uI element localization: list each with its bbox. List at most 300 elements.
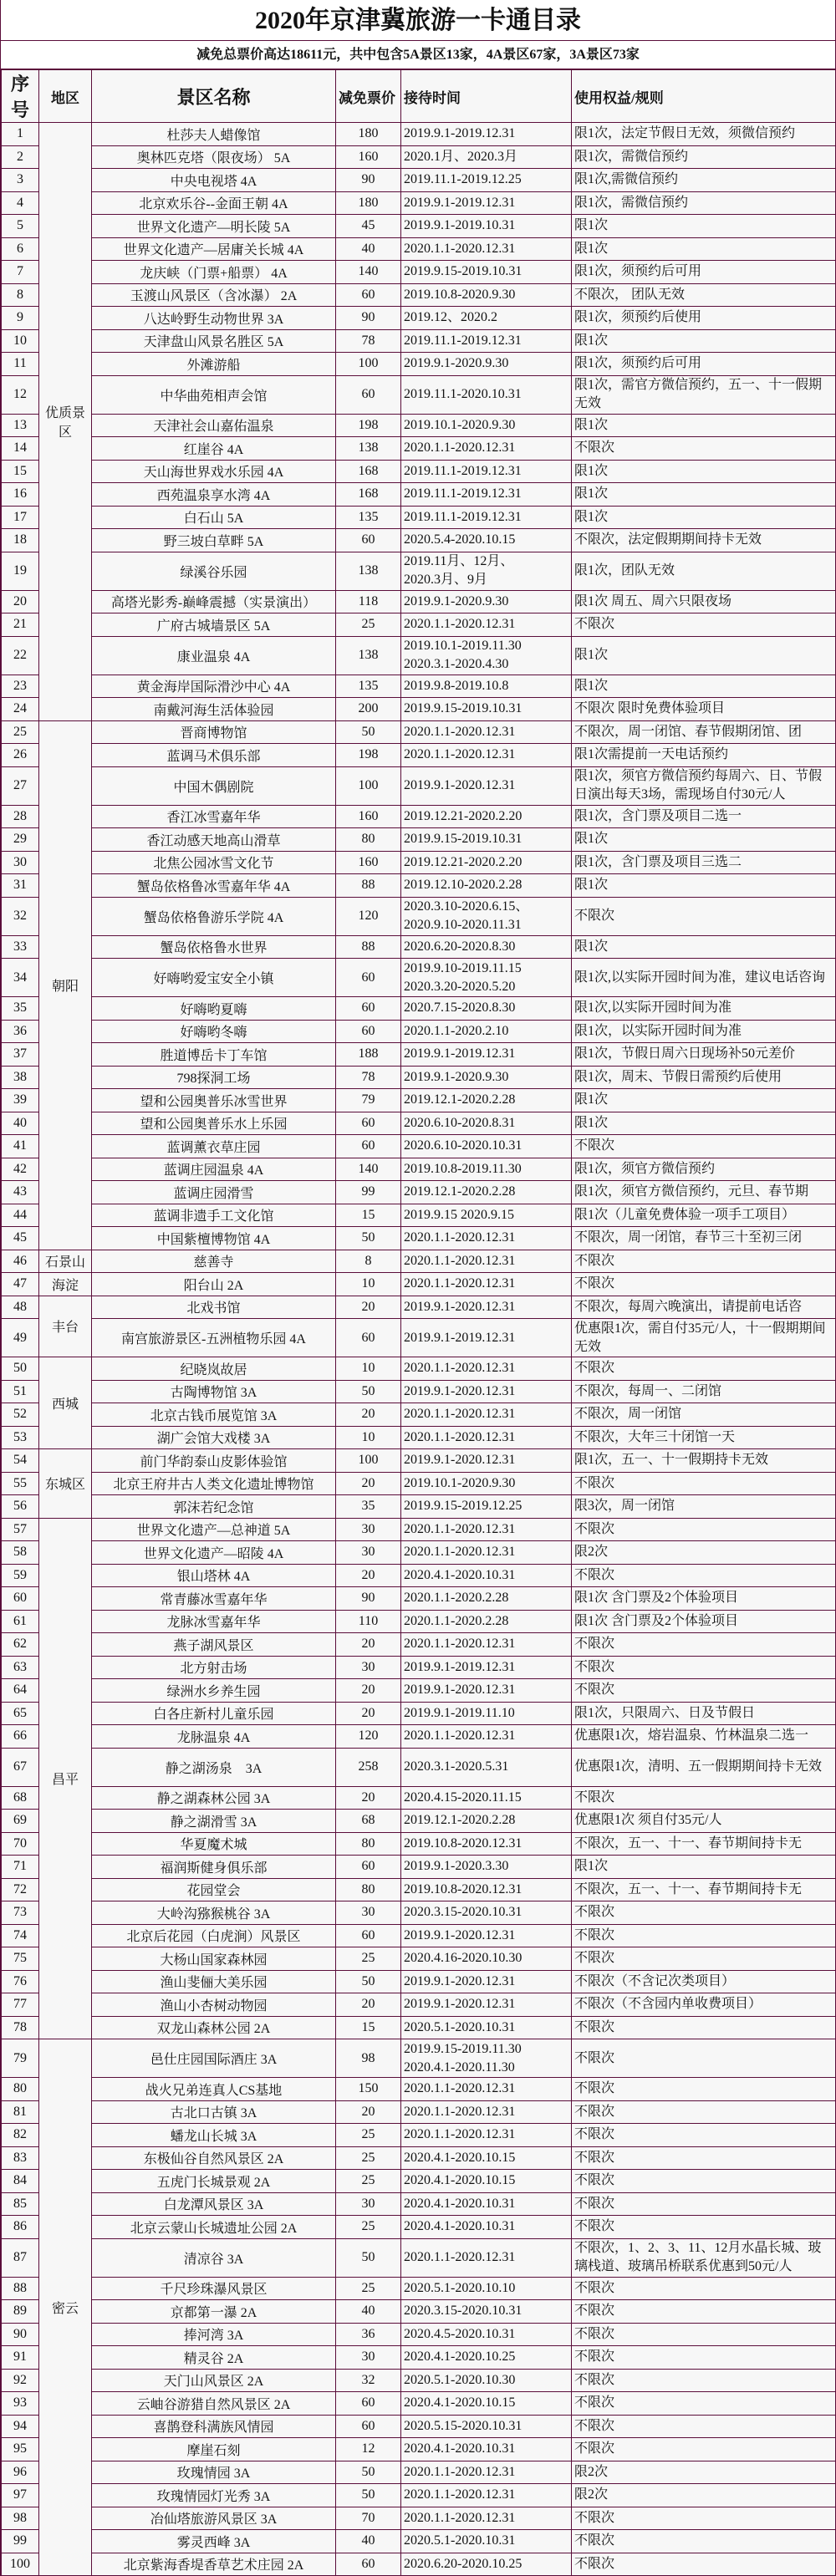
opening-period: 2019.11.1-2019.12.31 (401, 483, 572, 507)
usage-rules: 限1次 (572, 675, 836, 698)
opening-period: 2019.11.1-2019.12.25 (401, 169, 572, 192)
table-row (2, 1020, 836, 1043)
table-row (2, 2124, 836, 2147)
row-number: 83 (2, 2146, 39, 2170)
ticket-price: 180 (336, 123, 401, 146)
row-number: 53 (2, 1426, 39, 1449)
row-number: 41 (2, 1135, 39, 1158)
attraction-name: 世界文化遗产—明长陵 5A (92, 215, 336, 238)
header-price: 减免票价 (336, 70, 401, 123)
opening-period: 2019.12、2020.2 (401, 307, 572, 330)
usage-rules: 不限次（不含记次类项目） (572, 1970, 836, 1993)
table-row (2, 2300, 836, 2324)
table-row (2, 590, 836, 613)
usage-rules: 优惠限1次，清明、五一假期期间持卡无效 (572, 1748, 836, 1786)
attraction-name: 静之湖森林公园 3A (92, 1786, 336, 1810)
row-number: 40 (2, 1112, 39, 1135)
row-number: 52 (2, 1403, 39, 1427)
ticket-price: 100 (336, 766, 401, 805)
table-body (2, 123, 836, 2576)
attraction-name: 华夏魔术城 (92, 1832, 336, 1856)
opening-period: 2019.9.15-2019.12.25 (401, 1495, 572, 1519)
usage-rules: 不限次 (572, 2507, 836, 2530)
ticket-price: 138 (336, 636, 401, 675)
attraction-name: 南宫旅游景区-五洲植物乐园 4A (92, 1319, 336, 1357)
ticket-price: 60 (336, 2415, 401, 2438)
row-number: 54 (2, 1449, 39, 1473)
attraction-name: 蟠龙山长城 3A (92, 2124, 336, 2147)
table-row (2, 2346, 836, 2370)
row-number: 65 (2, 1702, 39, 1725)
row-number: 15 (2, 460, 39, 483)
attraction-name: 好嗨哟爱宝安全小镇 (92, 959, 336, 997)
table-row (2, 1702, 836, 1725)
page-title: 2020年京津冀旅游一卡通目录 (1, 0, 835, 41)
ticket-price: 70 (336, 2507, 401, 2530)
ticket-price: 30 (336, 1656, 401, 1679)
usage-rules: 不限次 (572, 897, 836, 935)
attraction-name: 蓝调非遗手工文化馆 (92, 1204, 336, 1227)
row-number: 82 (2, 2124, 39, 2147)
opening-period: 2019.10.1-2020.9.30 (401, 414, 572, 437)
attraction-name: 郭沫若纪念馆 (92, 1495, 336, 1519)
attraction-name: 静之湖汤泉 3A (92, 1748, 336, 1786)
opening-period: 2020.3.10-2020.6.15、 2020.9.10-2020.11.31 (401, 897, 572, 935)
row-number: 47 (2, 1273, 39, 1296)
opening-period: 2019.9.1-2019.12.31 (401, 1043, 572, 1067)
attraction-name: 捧河湾 3A (92, 2323, 336, 2346)
usage-rules: 不限次 (572, 2124, 836, 2147)
opening-period: 2019.9.1-2019.12.31 (401, 1656, 572, 1679)
row-number: 58 (2, 1541, 39, 1565)
attraction-name: 香江冰雪嘉年华 (92, 805, 336, 828)
usage-rules: 限1次，以实际开园时间为准 (572, 1020, 836, 1043)
usage-rules: 不限次 (572, 2415, 836, 2438)
attraction-name: 千尺珍珠瀑风景区 (92, 2277, 336, 2300)
row-number: 20 (2, 590, 39, 613)
usage-rules: 不限次 (572, 1947, 836, 1971)
usage-rules: 限1次，节假日周六日现场补50元差价 (572, 1043, 836, 1067)
row-number: 23 (2, 675, 39, 698)
row-number: 18 (2, 529, 39, 552)
opening-period: 2019.9.10-2019.11.15 2020.3.20-2020.5.20 (401, 959, 572, 997)
usage-rules: 限1次 含门票及2个体验项目 (572, 1610, 836, 1633)
region-cell: 丰台 (39, 1296, 92, 1357)
usage-rules: 限1次（儿童免费体验一项手工项目） (572, 1204, 836, 1227)
row-number: 19 (2, 552, 39, 590)
usage-rules: 限1次需提前一天电话预约 (572, 744, 836, 767)
ticket-price: 60 (336, 1856, 401, 1879)
ticket-price: 90 (336, 307, 401, 330)
usage-rules: 不限次，每周一、二闭馆 (572, 1380, 836, 1403)
attraction-name: 蟹岛依格鲁水世界 (92, 935, 336, 959)
table-row (2, 720, 836, 744)
opening-period: 2019.10.8-2019.11.30 (401, 1158, 572, 1181)
opening-period: 2020.5.1-2020.10.31 (401, 2016, 572, 2039)
table-row (2, 1135, 836, 1158)
row-number: 5 (2, 215, 39, 238)
row-number: 33 (2, 935, 39, 959)
ticket-price: 150 (336, 2078, 401, 2101)
usage-rules: 不限次 (572, 1901, 836, 1925)
attraction-name: 世界文化遗产—居庸关长城 4A (92, 237, 336, 261)
ticket-price: 30 (336, 2192, 401, 2216)
attraction-name: 龙庆峡（门票+船票） 4A (92, 261, 336, 284)
table-row (2, 766, 836, 805)
opening-period: 2020.1.1-2020.12.31 (401, 2238, 572, 2277)
table-row (2, 897, 836, 935)
usage-rules: 限1次 (572, 237, 836, 261)
opening-period: 2020.1.1-2020.12.31 (401, 1357, 572, 1381)
usage-rules: 不限次 (572, 2192, 836, 2216)
table-row (2, 1181, 836, 1204)
ticket-price: 10 (336, 1426, 401, 1449)
ticket-price: 50 (336, 2461, 401, 2484)
usage-rules: 不限次 限时免费体验项目 (572, 698, 836, 721)
ticket-price: 12 (336, 2438, 401, 2461)
row-number: 85 (2, 2192, 39, 2216)
table-row (2, 2369, 836, 2392)
ticket-price: 80 (336, 828, 401, 852)
opening-period: 2020.1.1-2020.12.31 (401, 437, 572, 461)
usage-rules: 限1次 (572, 460, 836, 483)
ticket-price: 20 (336, 1702, 401, 1725)
table-row (2, 2484, 836, 2507)
ticket-price: 20 (336, 1403, 401, 1427)
ticket-price: 50 (336, 2484, 401, 2507)
usage-rules: 不限次 (572, 1250, 836, 1273)
usage-rules: 不限次 (572, 2078, 836, 2101)
row-number: 8 (2, 283, 39, 307)
table-row (2, 1679, 836, 1703)
usage-rules: 不限次 (572, 1518, 836, 1541)
usage-rules: 限1次，须官方微信预约 (572, 1158, 836, 1181)
opening-period: 2019.11.1-2019.12.31 (401, 460, 572, 483)
ticket-price: 10 (336, 1357, 401, 1381)
table-row (2, 1856, 836, 1879)
ticket-price: 88 (336, 935, 401, 959)
opening-period: 2020.1.1-2020.12.31 (401, 613, 572, 637)
row-number: 99 (2, 2530, 39, 2553)
table-row (2, 1564, 836, 1587)
ticket-price: 120 (336, 897, 401, 935)
region-cell: 海淀 (39, 1273, 92, 1296)
ticket-price: 20 (336, 1472, 401, 1495)
row-number: 92 (2, 2369, 39, 2392)
attraction-name: 玉渡山风景区（含冰瀑） 2A (92, 283, 336, 307)
usage-rules: 限1次，只限周六、日及节假日 (572, 1702, 836, 1725)
table-row (2, 1089, 836, 1112)
attraction-name: 花园堂会 (92, 1878, 336, 1901)
row-number: 88 (2, 2277, 39, 2300)
usage-rules: 不限次，五一、十一、春节期间持卡无 (572, 1878, 836, 1901)
row-number: 28 (2, 805, 39, 828)
opening-period: 2019.11.1-2019.12.31 (401, 329, 572, 353)
attraction-name: 纪晓岚故居 (92, 1357, 336, 1381)
row-number: 42 (2, 1158, 39, 1181)
row-number: 34 (2, 959, 39, 997)
opening-period: 2020.4.5-2020.10.31 (401, 2323, 572, 2346)
opening-period: 2019.12.21-2020.2.20 (401, 805, 572, 828)
opening-period: 2019.10.1-2020.9.30 (401, 1472, 572, 1495)
opening-period: 2020.1.1-2020.12.31 (401, 2078, 572, 2101)
table-header-row (2, 70, 836, 123)
header-region: 地区 (39, 70, 92, 123)
table-row (2, 935, 836, 959)
attraction-name: 邑仕庄园国际酒庄 3A (92, 2039, 336, 2078)
usage-rules: 限1次，团队无效 (572, 552, 836, 590)
usage-rules: 限2次 (572, 1541, 836, 1565)
table-row (2, 613, 836, 637)
ticket-price: 100 (336, 353, 401, 376)
usage-rules: 不限次 (572, 1924, 836, 1947)
row-number: 94 (2, 2415, 39, 2438)
ticket-price: 45 (336, 215, 401, 238)
usage-rules: 不限次， 团队无效 (572, 283, 836, 307)
row-number: 38 (2, 1066, 39, 1089)
attraction-name: 北京古钱币展览馆 3A (92, 1403, 336, 1427)
usage-rules: 限1次，含门票及项目二选一 (572, 805, 836, 828)
table-row (2, 1810, 836, 1833)
row-number: 70 (2, 1832, 39, 1856)
usage-rules: 限1次，需微信预约 (572, 145, 836, 169)
ticket-price: 160 (336, 805, 401, 828)
opening-period: 2020.5.1-2020.10.10 (401, 2277, 572, 2300)
attraction-name: 前门华韵泰山皮影体验馆 (92, 1449, 336, 1473)
usage-rules: 限1次，周末、节假日需预约后使用 (572, 1066, 836, 1089)
opening-period: 2019.9.15-2019.10.31 (401, 698, 572, 721)
row-number: 97 (2, 2484, 39, 2507)
ticket-price: 135 (336, 506, 401, 529)
opening-period: 2019.9.15-2019.10.31 (401, 828, 572, 852)
table-row (2, 959, 836, 997)
attraction-name: 阳台山 2A (92, 1273, 336, 1296)
attraction-name: 天津盘山风景名胜区 5A (92, 329, 336, 353)
ticket-price: 60 (336, 1112, 401, 1135)
opening-period: 2019.9.1-2020.12.31 (401, 1380, 572, 1403)
attraction-name: 云岫谷游猎自然风景区 2A (92, 2392, 336, 2416)
table-row (2, 2415, 836, 2438)
row-number: 68 (2, 1786, 39, 1810)
row-number: 86 (2, 2216, 39, 2239)
ticket-price: 20 (336, 2100, 401, 2124)
attraction-name: 晋商博物馆 (92, 720, 336, 744)
usage-rules: 不限次 (572, 1357, 836, 1381)
table-row (2, 1296, 836, 1319)
region-cell: 优质景区 (39, 123, 92, 721)
table-row (2, 1204, 836, 1227)
row-number: 87 (2, 2238, 39, 2277)
opening-period: 2020.4.1-2020.10.31 (401, 2192, 572, 2216)
usage-rules: 不限次 (572, 1472, 836, 1495)
table-row (2, 2323, 836, 2346)
table-row (2, 2392, 836, 2416)
usage-rules: 限2次 (572, 2484, 836, 2507)
table-row (2, 851, 836, 874)
usage-rules: 限1次 (572, 506, 836, 529)
table-row (2, 874, 836, 898)
table-row (2, 1924, 836, 1947)
usage-rules: 不限次 (572, 437, 836, 461)
table-row (2, 1472, 836, 1495)
attraction-name: 渔山斐俪大美乐园 (92, 1970, 336, 1993)
table-row (2, 2170, 836, 2193)
opening-period: 2019.10.8-2020.9.30 (401, 283, 572, 307)
row-number: 90 (2, 2323, 39, 2346)
attraction-name: 清凉谷 3A (92, 2238, 336, 2277)
usage-rules: 限1次 (572, 329, 836, 353)
row-number: 62 (2, 1633, 39, 1657)
usage-rules: 限1次 (572, 1112, 836, 1135)
ticket-price: 88 (336, 874, 401, 898)
opening-period: 2019.9.15-2019.11.30 2020.4.1-2020.11.30 (401, 2039, 572, 2078)
row-number: 44 (2, 1204, 39, 1227)
attraction-name: 精灵谷 2A (92, 2346, 336, 2370)
ticket-price: 30 (336, 1518, 401, 1541)
row-number: 3 (2, 169, 39, 192)
usage-rules: 不限次 (572, 2553, 836, 2576)
row-number: 27 (2, 766, 39, 805)
row-number: 2 (2, 145, 39, 169)
usage-rules: 不限次，1、2、3、11、12月水晶长城、玻璃栈道、玻璃吊桥联系优惠到50元/人 (572, 2238, 836, 2277)
attraction-name: 好嗨哟冬嗨 (92, 1020, 336, 1043)
usage-rules: 不限次 (572, 2100, 836, 2124)
row-number: 74 (2, 1924, 39, 1947)
ticket-price: 198 (336, 744, 401, 767)
region-cell: 西城 (39, 1357, 92, 1449)
usage-rules: 限1次，须官方微信预约每周六、日、节假日演出每天3场，需现场自付30元/人 (572, 766, 836, 805)
usage-rules: 限1次 (572, 1089, 836, 1112)
usage-rules: 限1次，法定节假日无效，须微信预约 (572, 123, 836, 146)
row-number: 79 (2, 2039, 39, 2078)
ticket-price: 20 (336, 1786, 401, 1810)
usage-rules: 不限次，周一闭馆、春节假期闭馆、团 (572, 720, 836, 744)
ticket-price: 78 (336, 1066, 401, 1089)
ticket-price: 25 (336, 2170, 401, 2193)
opening-period: 2019.11.1-2020.10.31 (401, 375, 572, 414)
attraction-name: 野三坡白草畔 5A (92, 529, 336, 552)
ticket-price: 25 (336, 613, 401, 637)
row-number: 91 (2, 2346, 39, 2370)
attraction-name: 龙脉冰雪嘉年华 (92, 1610, 336, 1633)
region-cell: 石景山 (39, 1250, 92, 1273)
opening-period: 2020.4.1-2020.10.25 (401, 2346, 572, 2370)
usage-rules: 限1次，需微信预约 (572, 191, 836, 215)
opening-period: 2020.4.15-2020.11.15 (401, 1786, 572, 1810)
table-row (2, 283, 836, 307)
attraction-name: 红崖谷 4A (92, 437, 336, 461)
row-number: 80 (2, 2078, 39, 2101)
ticket-price: 30 (336, 2346, 401, 2370)
ticket-price: 78 (336, 329, 401, 353)
attraction-name: 静之湖滑雪 3A (92, 1810, 336, 1833)
opening-period: 2020.4.1-2020.10.31 (401, 2216, 572, 2239)
opening-period: 2019.9.1-2020.12.31 (401, 1993, 572, 2017)
attraction-name: 福润斯健身俱乐部 (92, 1856, 336, 1879)
attraction-name: 五虎门长城景观 2A (92, 2170, 336, 2193)
usage-rules: 限3次，周一闭馆 (572, 1495, 836, 1519)
ticket-price: 60 (336, 1319, 401, 1357)
ticket-price: 60 (336, 1135, 401, 1158)
ticket-price: 8 (336, 1250, 401, 1273)
opening-period: 2019.9.1-2020.12.31 (401, 1679, 572, 1703)
opening-period: 2020.4.1-2020.10.31 (401, 2438, 572, 2461)
usage-rules: 限1次 (572, 636, 836, 675)
row-number: 71 (2, 1856, 39, 1879)
attraction-name: 慈善寺 (92, 1250, 336, 1273)
attraction-name: 蓝调薰衣草庄园 (92, 1135, 336, 1158)
row-number: 26 (2, 744, 39, 767)
ticket-price: 200 (336, 698, 401, 721)
usage-rules: 不限次 (572, 2216, 836, 2239)
table-row (2, 2530, 836, 2553)
table-row (2, 2146, 836, 2170)
opening-period: 2019.12.10-2020.2.28 (401, 874, 572, 898)
table-row (2, 1541, 836, 1565)
usage-rules: 不限次，每周六晚演出，请提前电话咨 (572, 1296, 836, 1319)
opening-period: 2020.1.1-2020.12.31 (401, 2507, 572, 2530)
ticket-price: 168 (336, 483, 401, 507)
row-number: 67 (2, 1748, 39, 1786)
attraction-name: 雾灵西峰 3A (92, 2530, 336, 2553)
row-number: 32 (2, 897, 39, 935)
opening-period: 2020.5.1-2020.10.31 (401, 2530, 572, 2553)
table-row (2, 1587, 836, 1611)
ticket-price: 79 (336, 1089, 401, 1112)
attraction-name: 蓝调庄园温泉 4A (92, 1158, 336, 1181)
opening-period: 2019.9.8-2019.10.8 (401, 675, 572, 698)
opening-period: 2019.9.15 2020.9.15 (401, 1204, 572, 1227)
row-number: 11 (2, 353, 39, 376)
row-number: 100 (2, 2553, 39, 2576)
opening-period: 2019.9.1-2020.12.31 (401, 1296, 572, 1319)
table-row (2, 2277, 836, 2300)
attraction-name: 北京欢乐谷--金面王朝 4A (92, 191, 336, 215)
usage-rules: 限1次，须预约后可用 (572, 353, 836, 376)
row-number: 98 (2, 2507, 39, 2530)
table-row (2, 353, 836, 376)
usage-rules: 不限次 (572, 2300, 836, 2324)
usage-rules: 不限次 (572, 2016, 836, 2039)
attraction-name: 798探洞工场 (92, 1066, 336, 1089)
table-row (2, 675, 836, 698)
usage-rules: 限1次,以实际开园时间为准 (572, 997, 836, 1021)
ticket-price: 168 (336, 460, 401, 483)
opening-period: 2020.4.1-2020.10.31 (401, 1564, 572, 1587)
table-row (2, 1725, 836, 1749)
opening-period: 2019.12.1-2020.2.28 (401, 1181, 572, 1204)
attraction-name: 世界文化遗产—昭陵 4A (92, 1541, 336, 1565)
row-number: 84 (2, 2170, 39, 2193)
table-row (2, 1656, 836, 1679)
table-row (2, 437, 836, 461)
row-number: 22 (2, 636, 39, 675)
table-row (2, 828, 836, 852)
usage-rules: 优惠限1次，熔岩温泉、竹林温泉二选一 (572, 1725, 836, 1749)
row-number: 30 (2, 851, 39, 874)
table-row (2, 698, 836, 721)
opening-period: 2019.11.1-2019.12.31 (401, 506, 572, 529)
usage-rules: 不限次 (572, 2323, 836, 2346)
ticket-price: 60 (336, 997, 401, 1021)
ticket-price: 68 (336, 1810, 401, 1833)
attraction-name: 大岭沟猕猴桃谷 3A (92, 1901, 336, 1925)
header-rules: 使用权益/规则 (572, 70, 836, 123)
opening-period: 2019.10.8-2020.12.31 (401, 1832, 572, 1856)
table-row (2, 237, 836, 261)
attraction-name: 北京后花园（白虎涧）风景区 (92, 1924, 336, 1947)
opening-period: 2020.1.1-2020.12.31 (401, 1518, 572, 1541)
